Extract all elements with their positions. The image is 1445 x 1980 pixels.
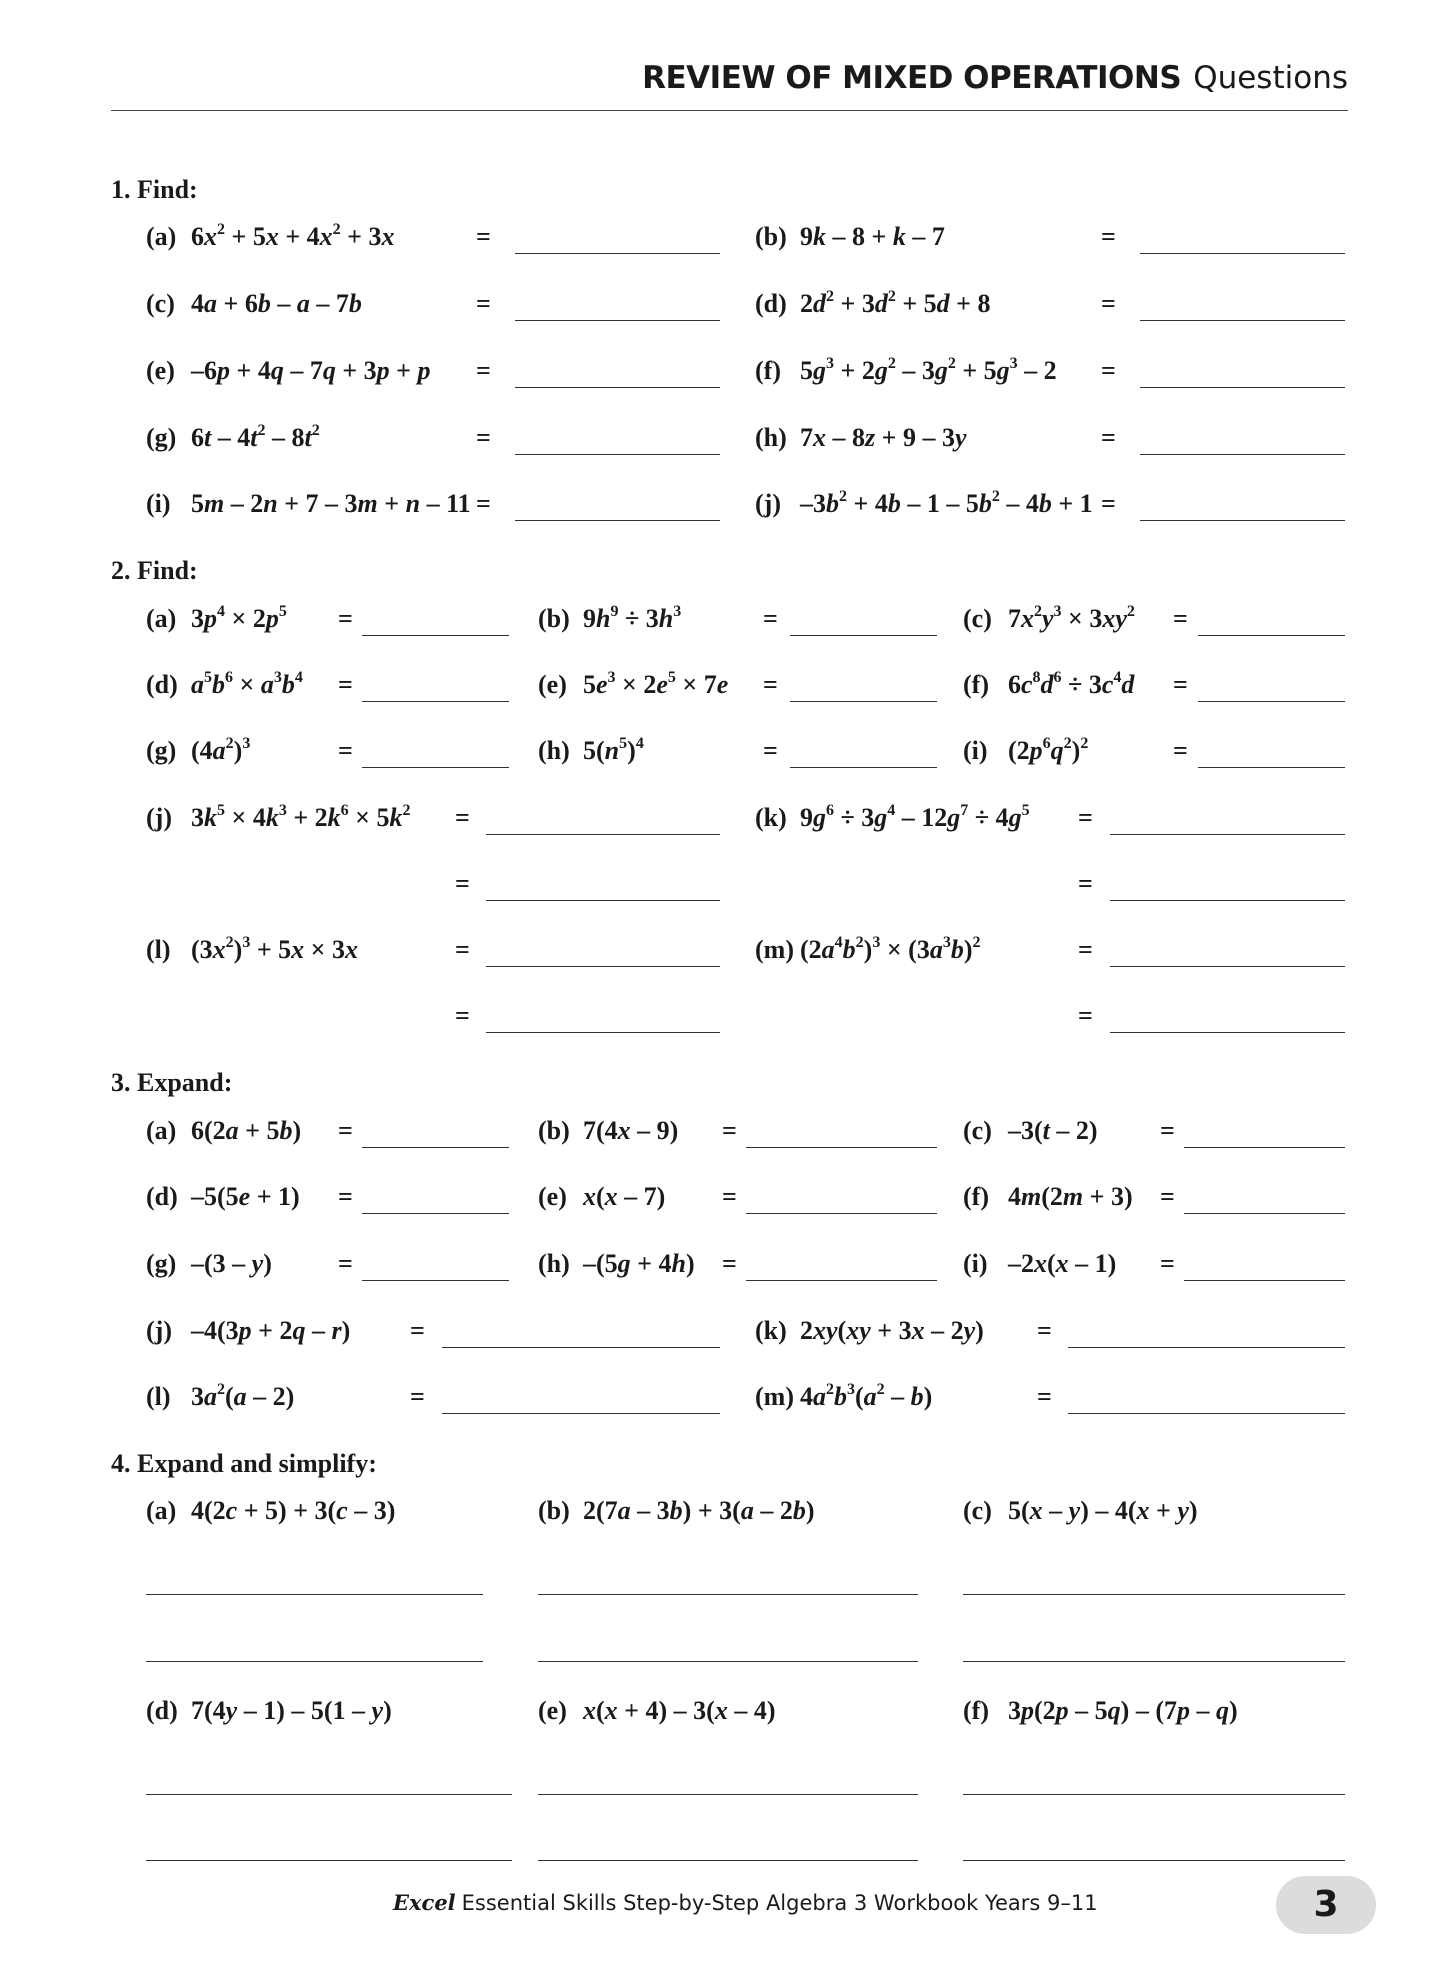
equals-sign: = (763, 604, 778, 633)
equals-sign: = (1037, 1316, 1052, 1345)
part-tag: (b) (538, 1116, 570, 1145)
equals-sign: = (722, 1116, 737, 1145)
answer-line[interactable] (146, 1594, 483, 1595)
equals-sign: = (338, 736, 353, 765)
equals-sign: = (722, 1249, 737, 1278)
header-title: REVIEW OF MIXED OPERATIONS (642, 60, 1182, 96)
part-expression: 2(7a – 3b) + 3(a – 2b) (583, 1496, 815, 1525)
answer-line[interactable] (538, 1661, 918, 1662)
part-tag: (f) (963, 1696, 989, 1725)
part-tag: (b) (538, 604, 570, 633)
equals-sign: = (410, 1382, 425, 1411)
answer-line[interactable] (790, 635, 937, 636)
answer-line[interactable] (1110, 900, 1345, 901)
answer-line[interactable] (146, 1860, 512, 1861)
part-tag: (i) (963, 736, 988, 765)
part-expression: $6c^8d^6 \div 3c^4d$ (1008, 668, 1135, 699)
part-tag: (g) (146, 1249, 177, 1278)
answer-line[interactable] (515, 253, 720, 254)
part-expression: $5e^3 \times 2e^5 \times 7e$ (583, 668, 729, 699)
part-tag: (d) (146, 670, 178, 699)
part-expression: 7x – 8z + 9 – 3y (800, 423, 967, 452)
part-tag: (d) (755, 289, 787, 318)
part-expression: 7(4x – 9) (583, 1116, 679, 1145)
answer-line[interactable] (362, 1213, 509, 1214)
equals-sign: = (455, 1001, 470, 1030)
part-tag: (d) (146, 1182, 178, 1211)
part-tag: (f) (755, 356, 781, 385)
part-expression: $6x^2 + 5x + 4x^2 + 3x$ (191, 220, 395, 251)
part-expression: $(4a^2)^3$ (191, 734, 251, 765)
answer-line[interactable] (1140, 253, 1345, 254)
part-expression: $3k^5 \times 4k^3 + 2k^6 \times 5k^2$ (191, 801, 411, 832)
part-tag: (a) (146, 1116, 177, 1145)
part-expression: x(x + 4) – 3(x – 4) (583, 1696, 776, 1725)
part-expression: $9g^6 \div 3g^4 - 12g^7 \div 4g^5$ (800, 801, 1030, 832)
answer-line[interactable] (963, 1860, 1345, 1861)
part-tag: (e) (538, 1182, 567, 1211)
answer-line[interactable] (486, 1032, 720, 1033)
equals-sign: = (1101, 356, 1116, 385)
answer-line[interactable] (538, 1594, 918, 1595)
part-tag: (c) (963, 604, 992, 633)
part-tag: (l) (146, 935, 171, 964)
part-expression: $(2p^6q^2)^2$ (1008, 734, 1089, 765)
equals-sign: = (455, 935, 470, 964)
equals-sign: = (1078, 1001, 1093, 1030)
answer-line[interactable] (1198, 701, 1345, 702)
part-tag: (g) (146, 423, 177, 452)
answer-line[interactable] (1068, 1413, 1345, 1414)
part-expression: 4m(2m + 3) (1008, 1182, 1133, 1211)
answer-line[interactable] (1140, 387, 1345, 388)
part-expression: –5(5e + 1) (191, 1182, 300, 1211)
equals-sign: = (476, 423, 491, 452)
equals-sign: = (476, 289, 491, 318)
equals-sign: = (338, 1182, 353, 1211)
equals-sign: = (1101, 489, 1116, 518)
part-expression: –2x(x – 1) (1008, 1249, 1117, 1278)
answer-line[interactable] (146, 1661, 483, 1662)
page-header (642, 60, 1348, 96)
part-tag: (c) (963, 1496, 992, 1525)
equals-sign: = (338, 1249, 353, 1278)
equals-sign: = (476, 222, 491, 251)
answer-line[interactable] (1184, 1213, 1345, 1214)
answer-line[interactable] (515, 454, 720, 455)
part-tag: (e) (538, 670, 567, 699)
equals-sign: = (1037, 1382, 1052, 1411)
part-expression: 4a + 6b – a – 7b (191, 289, 362, 318)
equals-sign: = (455, 869, 470, 898)
part-expression: $5g^3 + 2g^2 - 3g^2 + 5g^3 - 2$ (800, 354, 1057, 385)
answer-line[interactable] (746, 1213, 937, 1214)
part-tag: (h) (538, 736, 570, 765)
part-tag: (b) (538, 1496, 570, 1525)
answer-line[interactable] (362, 1147, 509, 1148)
part-tag: (f) (963, 1182, 989, 1211)
answer-line[interactable] (1110, 834, 1345, 835)
answer-line[interactable] (538, 1794, 918, 1795)
part-expression: 7(4y – 1) – 5(1 – y) (191, 1696, 392, 1725)
equals-sign: = (1160, 1249, 1175, 1278)
part-tag: (g) (146, 736, 177, 765)
answer-line[interactable] (538, 1860, 918, 1861)
part-tag: (d) (146, 1696, 178, 1725)
part-tag: (j) (146, 803, 172, 832)
answer-line[interactable] (746, 1280, 937, 1281)
equals-sign: = (338, 1116, 353, 1145)
part-tag: (h) (538, 1249, 570, 1278)
answer-line[interactable] (1198, 767, 1345, 768)
part-expression: 2xy(xy + 3x – 2y) (800, 1316, 984, 1345)
answer-line[interactable] (515, 320, 720, 321)
part-tag: (f) (963, 670, 989, 699)
part-expression: 6(2a + 5b) (191, 1116, 302, 1145)
equals-sign: = (1078, 803, 1093, 832)
answer-line[interactable] (1140, 520, 1345, 521)
part-tag: (l) (146, 1382, 171, 1411)
header-rule (111, 110, 1348, 111)
equals-sign: = (476, 489, 491, 518)
part-expression: $3p^4 \times 2p^5$ (191, 602, 287, 633)
equals-sign: = (338, 670, 353, 699)
equals-sign: = (410, 1316, 425, 1345)
part-expression: $3a^2(a - 2)$ (191, 1380, 295, 1411)
footer (393, 1890, 1098, 1915)
part-tag: (k) (755, 1316, 787, 1345)
part-tag: (a) (146, 222, 177, 251)
answer-line[interactable] (1110, 1032, 1345, 1033)
answer-line[interactable] (442, 1413, 720, 1414)
header-subtitle: Questions (1193, 60, 1348, 96)
footer-text: Essential Skills Step-by-Step Algebra 3 Workbook Years 9–11 (461, 1891, 1098, 1915)
answer-line[interactable] (486, 834, 720, 835)
part-expression: 4(2c + 5) + 3(c – 3) (191, 1496, 396, 1525)
equals-sign: = (1173, 736, 1188, 765)
answer-line[interactable] (486, 900, 720, 901)
part-tag: (i) (963, 1249, 988, 1278)
equals-sign: = (722, 1182, 737, 1211)
part-expression: $6t - 4t^2 - 8t^2$ (191, 421, 320, 452)
part-expression: –4(3p + 2q – r) (191, 1316, 351, 1345)
answer-line[interactable] (1184, 1280, 1345, 1281)
part-tag: (a) (146, 1496, 177, 1525)
page-number: 3 (1276, 1876, 1376, 1934)
part-tag: (j) (146, 1316, 172, 1345)
answer-line[interactable] (362, 767, 509, 768)
answer-line[interactable] (963, 1794, 1345, 1795)
answer-line[interactable] (1198, 635, 1345, 636)
answer-line[interactable] (790, 767, 937, 768)
answer-line[interactable] (362, 635, 509, 636)
question-label: 3. Expand: (111, 1068, 233, 1097)
equals-sign: = (763, 736, 778, 765)
part-expression: $9h^9 \div 3h^3$ (583, 602, 682, 633)
answer-line[interactable] (790, 701, 937, 702)
part-expression: –3(t – 2) (1008, 1116, 1098, 1145)
part-expression: 3p(2p – 5q) – (7p – q) (1008, 1696, 1238, 1725)
part-expression: $4a^2b^3(a^2 - b)$ (800, 1380, 933, 1411)
answer-line[interactable] (1110, 966, 1345, 967)
question-label: 1. Find: (111, 175, 198, 204)
equals-sign: = (763, 670, 778, 699)
answer-line[interactable] (442, 1347, 720, 1348)
answer-line[interactable] (963, 1661, 1345, 1662)
part-expression: $-3b^2 + 4b - 1 - 5b^2 - 4b + 1$ (800, 487, 1093, 518)
part-tag: (a) (146, 604, 177, 633)
equals-sign: = (476, 356, 491, 385)
part-tag: (m) (755, 1382, 794, 1411)
answer-line[interactable] (746, 1147, 937, 1148)
equals-sign: = (1160, 1116, 1175, 1145)
equals-sign: = (455, 803, 470, 832)
equals-sign: = (1173, 604, 1188, 633)
answer-line[interactable] (515, 387, 720, 388)
question-label: 4. Expand and simplify: (111, 1449, 377, 1478)
equals-sign: = (1078, 935, 1093, 964)
part-expression: –(3 – y) (191, 1249, 272, 1278)
equals-sign: = (1101, 289, 1116, 318)
part-expression: $7x^2y^3 \times 3xy^2$ (1008, 602, 1135, 633)
answer-line[interactable] (1140, 320, 1345, 321)
part-expression: 5m – 2n + 7 – 3m + n – 11 (191, 489, 471, 518)
part-tag: (j) (755, 489, 781, 518)
part-tag: (c) (146, 289, 175, 318)
answer-line[interactable] (1184, 1147, 1345, 1148)
answer-line[interactable] (362, 1280, 509, 1281)
part-expression: x(x – 7) (583, 1182, 666, 1211)
part-expression: $(3x^2)^3 + 5x \times 3x$ (191, 933, 358, 964)
part-expression: $2d^2 + 3d^2 + 5d + 8$ (800, 287, 991, 318)
equals-sign: = (1160, 1182, 1175, 1211)
part-expression: $5(n^5)^4$ (583, 734, 644, 765)
part-expression: –6p + 4q – 7q + 3p + p (191, 356, 431, 385)
question-label: 2. Find: (111, 556, 198, 585)
part-tag: (e) (538, 1696, 567, 1725)
footer-brand: Excel (393, 1890, 456, 1915)
answer-line[interactable] (1068, 1347, 1345, 1348)
equals-sign: = (1173, 670, 1188, 699)
equals-sign: = (1078, 869, 1093, 898)
answer-line[interactable] (146, 1794, 512, 1795)
part-tag: (b) (755, 222, 787, 251)
answer-line[interactable] (1140, 454, 1345, 455)
part-expression: 9k – 8 + k – 7 (800, 222, 945, 251)
part-tag: (e) (146, 356, 175, 385)
part-tag: (h) (755, 423, 787, 452)
part-tag: (m) (755, 935, 794, 964)
part-tag: (k) (755, 803, 787, 832)
answer-line[interactable] (515, 520, 720, 521)
part-expression: –(5g + 4h) (583, 1249, 695, 1278)
equals-sign: = (1101, 222, 1116, 251)
part-tag: (c) (963, 1116, 992, 1145)
part-expression: 5(x – y) – 4(x + y) (1008, 1496, 1198, 1525)
answer-line[interactable] (486, 966, 720, 967)
answer-line[interactable] (362, 701, 509, 702)
answer-line[interactable] (963, 1594, 1345, 1595)
part-tag: (i) (146, 489, 171, 518)
equals-sign: = (338, 604, 353, 633)
part-expression: $(2a^4b^2)^3 \times (3a^3b)^2$ (800, 933, 981, 964)
part-expression: $a^5b^6 \times a^3b^4$ (191, 668, 303, 699)
equals-sign: = (1101, 423, 1116, 452)
